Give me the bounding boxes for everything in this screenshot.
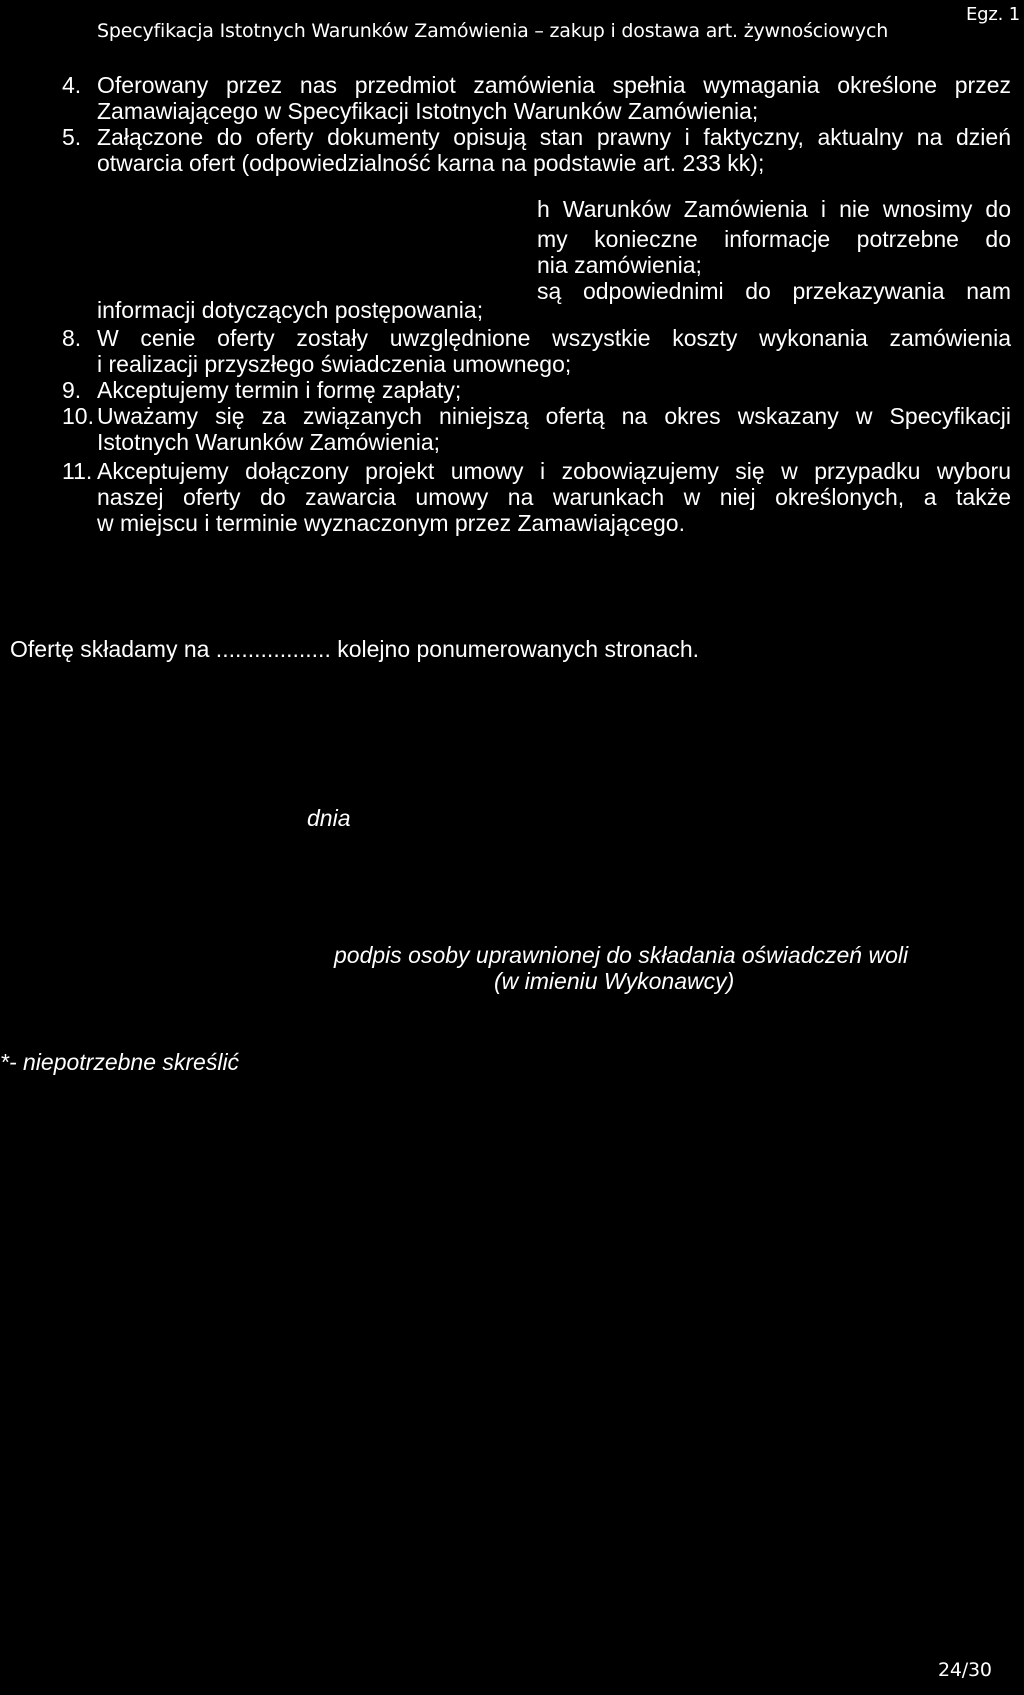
signature-line: (w imieniu Wykonawcy) [494,968,735,994]
item-text-line: nia zamówienia; [537,252,702,278]
item-text-line: h Warunków Zamówienia i nie wnosimy do [537,196,1011,222]
item-text-line: są odpowiednimi do przekazywania nam [537,278,1011,304]
item-text-line: otwarcia ofert (odpowiedzialność karna na podstawie art. 233 kk); [97,150,765,176]
item-number: 9. [62,377,82,403]
date-label: dnia [307,805,351,831]
document-header-title: Specyfikacja Istotnych Warunków Zamówienia – zakup i dostawa art. żywnościowych [97,20,889,42]
item-number: 4. [62,72,82,98]
item-text-line: w miejscu i terminie wyznaczonym przez Zamawiającego. [97,510,685,536]
item-number: 8. [62,325,82,351]
item-text-line: Akceptujemy termin i formę zapłaty; [97,377,462,403]
item-text-line: informacji dotyczących postępowania; [97,297,484,323]
item-text-line: Istotnych Warunków Zamówienia; [97,429,441,455]
item-text-line: i realizacji przyszłego świadczenia umownego; [97,351,572,377]
item-text-line: W cenie oferty zostały uwzględnione wszystkie koszty wykonania zamówienia [97,325,1011,351]
page-number: 24/30 [938,1659,992,1681]
item-text-line: naszej oferty do zawarcia umowy na warunkach w niej określonych, a także [97,484,1011,510]
item-text-line: Zamawiającego w Specyfikacji Istotnych Warunków Zamówienia; [97,98,759,124]
item-number: 11. [62,458,93,484]
item-text-line: my konieczne informacje potrzebne do [537,226,1011,252]
item-text-line: Oferowany przez nas przedmiot zamówienia spełnia wymagania określone przez [97,72,1011,98]
footnote: *- niepotrzebne skreślić [0,1049,240,1075]
copy-label: Egz. 1 [966,4,1020,25]
item-number: 10. [62,403,94,429]
signature-line: podpis osoby uprawnionej do składania oświadczeń woli [334,942,909,968]
item-number: 5. [62,124,82,150]
pages-statement: Ofertę składamy na .................. kolejno ponumerowanych stronach. [10,636,700,662]
item-text-line: Uważamy się za związanych niniejszą ofertą na okres wskazany w Specyfikacji [97,403,1011,429]
item-text-line: Akceptujemy dołączony projekt umowy i zobowiązujemy się w przypadku wyboru [97,458,1011,484]
item-text-line: Załączone do oferty dokumenty opisują stan prawny i faktyczny, aktualny na dzień [97,124,1011,150]
